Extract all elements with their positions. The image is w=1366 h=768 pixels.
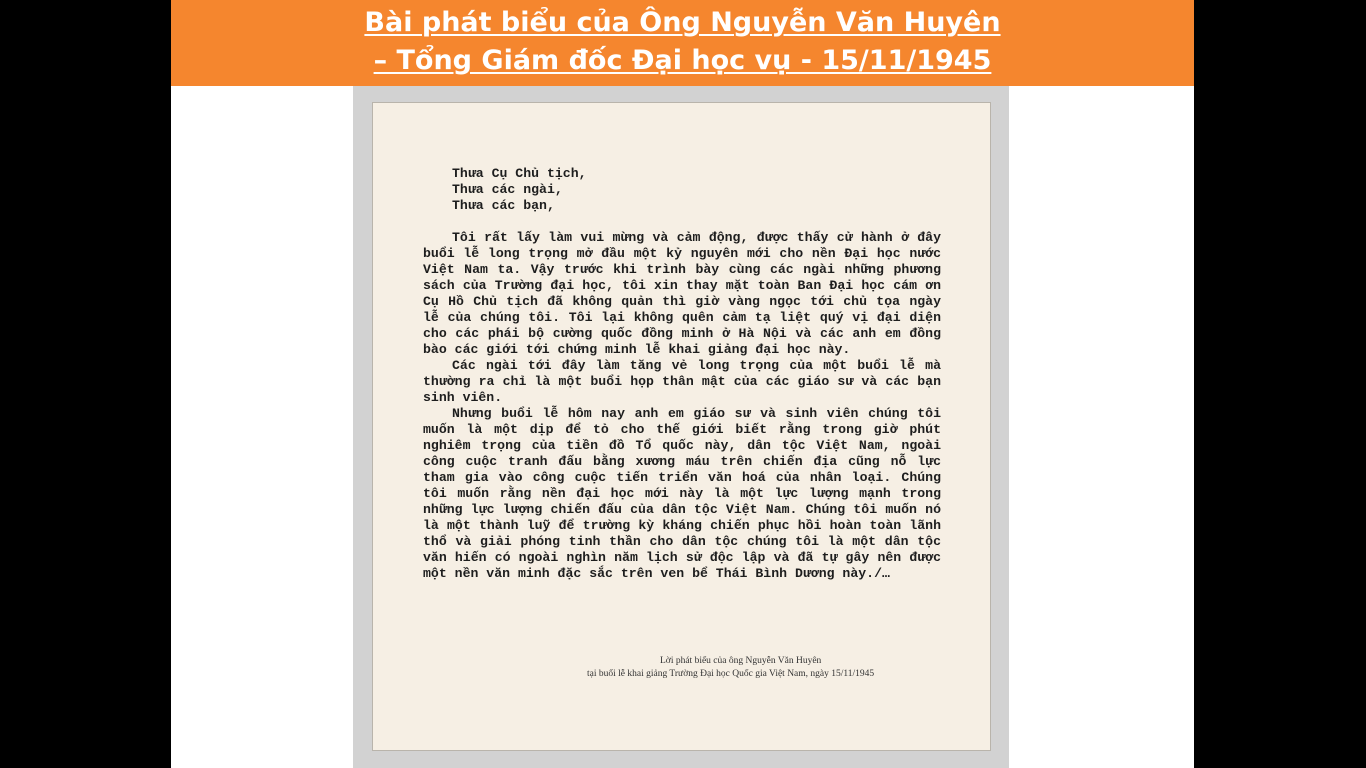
- speech-text: [423, 166, 941, 582]
- spacer: [423, 214, 941, 230]
- caption-line-1: Lời phát biểu của ông Nguyễn Văn Huyên: [660, 656, 822, 666]
- greeting-line: Thưa Cụ Chủ tịch,: [452, 166, 587, 181]
- speech-paragraph: Tôi rất lấy làm vui mừng và cảm động, được thấy cử hành ở đây buổi lễ long trọng mở đầu một kỷ nguyên mới cho nền Đại học nước Việt Nam ta. Vậy trước khi trình bày cùng các ngài những phương sách của Trường đại học, tôi xin thay mặt toàn Ban Đại học cám ơn Cụ Hồ Chủ tịch đã không quản thì giờ vàng ngọc tới chủ tọa ngày lễ của chúng tôi. Tôi lại không quên cảm tạ liệt quý vị đại diện cho các phái bộ cường quốc đồng minh ở Hà Nội và các anh em đồng bào các giới tới chứng minh lễ khai giảng đại học này.: [423, 230, 941, 357]
- title-banner: [171, 0, 1194, 86]
- slide: [171, 0, 1194, 768]
- slide-title-line-2: – Tổng Giám đốc Đại học vụ - 15/11/1945: [373, 45, 992, 76]
- caption-line-2: tại buổi lễ khai giảng Trường Đại học Quốc gia Việt Nam, ngày 15/11/1945: [587, 669, 875, 679]
- document-frame: [353, 86, 1009, 768]
- speech-paragraph: Các ngài tới đây làm tăng vẻ long trọng của một buổi lễ mà thường ra chỉ là một buổi họp thân mật của các giáo sư và các bạn sinh viên.: [423, 358, 941, 405]
- speech-paragraph: Nhưng buổi lễ hôm nay anh em giáo sư và sinh viên chúng tôi muốn là một dịp để tỏ cho thế giới biết rằng trong giờ phút nghiêm trọng của tiền đồ Tổ quốc này, dân tộc Việt Nam, ngoài công cuộc tranh đấu bằng xương máu trên chiến địa cũng nỗ lực tham gia vào công cuộc tiến triển văn hoá của nhân loại. Chúng tôi muốn rằng nền đại học mới này là một lực lượng mạnh trong những lực lượng chiến đấu của dân tộc Việt Nam. Chúng tôi muốn nó là một thành luỹ để trường kỳ kháng chiến phục hồi hoàn toàn lãnh thổ và giải phóng tinh thần cho dân tộc chúng tôi là một dân tộc văn hiến có ngoài nghìn năm lịch sử độc lập và đã tự gây nên được một nền văn minh đặc sắc trên ven bể Thái Bình Dương này./…: [423, 406, 941, 581]
- greeting-line: Thưa các ngài,: [452, 182, 563, 197]
- document-paper: [372, 102, 991, 751]
- slide-title-line-1: Bài phát biểu của Ông Nguyễn Văn Huyên: [364, 7, 1001, 38]
- greeting-line: Thưa các bạn,: [452, 198, 555, 213]
